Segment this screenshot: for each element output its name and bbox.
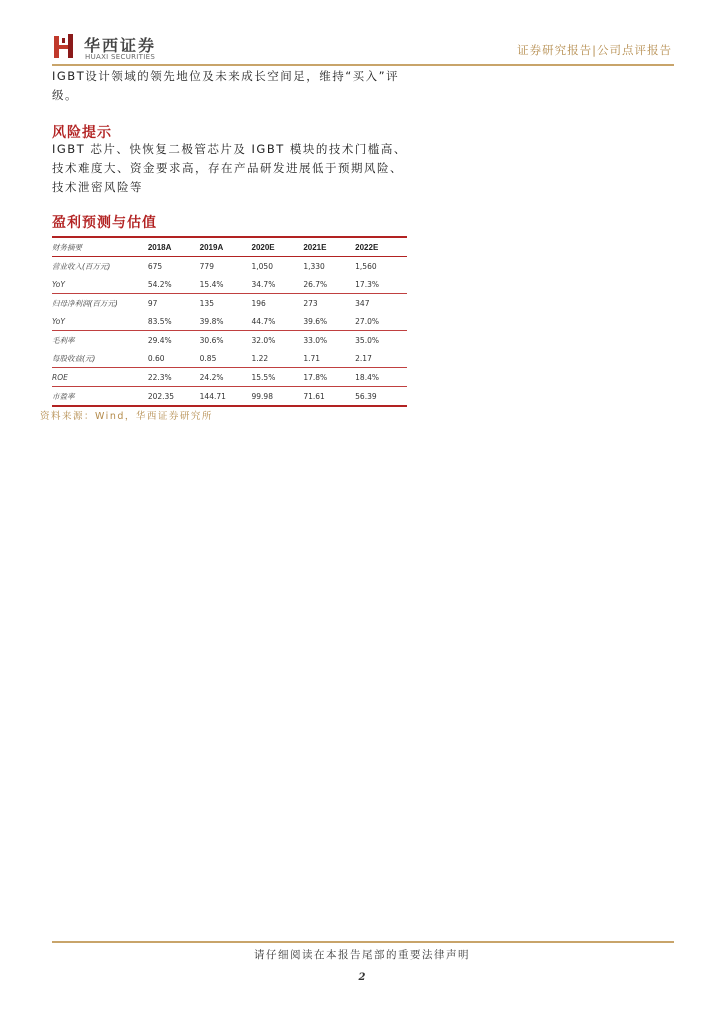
table-cell: 39.6%: [303, 316, 328, 326]
table-cell: 675: [147, 261, 163, 271]
table-row: [52, 368, 407, 387]
table-cell: 347: [355, 298, 370, 308]
legal-disclaimer: 请仔细阅读在本报告尾部的重要法律声明: [254, 949, 470, 961]
risk-section-title: 风险提示: [52, 125, 112, 141]
table-cell: 27.0%: [355, 316, 379, 326]
row-label: 归母净利润(百万元): [52, 298, 118, 308]
financial-summary-table: [52, 236, 407, 407]
table-row: [52, 294, 407, 313]
table-cell: 1.22: [251, 353, 269, 363]
row-label: 营业收入(百万元): [52, 261, 111, 271]
row-label: YoY: [52, 279, 65, 289]
table-cell: 30.6%: [199, 335, 224, 345]
risk-paragraph: IGBT 芯片、快恢复二极管芯片及 IGBT 模块的技术门槛高、技术难度大、资金要求高，存在产品研发进展低于预期风险、技术泄密风险等: [52, 142, 407, 194]
row-label: 每股收益(元): [52, 353, 96, 363]
table-header-cell: 2018A: [147, 242, 172, 252]
data-source-note: 资料来源：Wind，华西证券研究所: [40, 411, 213, 422]
table-cell: 273: [303, 298, 318, 308]
table-cell: 15.5%: [251, 372, 276, 382]
table-cell: 34.7%: [251, 279, 276, 289]
table-cell: 22.3%: [147, 372, 172, 382]
row-label: 毛利率: [52, 335, 75, 345]
row-label: 市盈率: [52, 391, 75, 401]
header-divider: [52, 64, 674, 66]
table-cell: 202.35: [147, 391, 175, 401]
table-cell: 17.8%: [303, 372, 328, 382]
table-row: [52, 349, 407, 368]
table-cell: 2.17: [355, 353, 372, 363]
table-cell: 71.61: [303, 391, 325, 401]
table-cell: 0.60: [147, 353, 165, 363]
table-header-row: [52, 237, 407, 257]
intro-paragraph: IGBT设计领域的领先地位及未来成长空间足，维持“买入”评级。: [52, 69, 400, 102]
table-cell: 56.39: [355, 391, 377, 401]
table-cell: 33.0%: [303, 335, 328, 345]
page-number: 2: [358, 972, 366, 983]
table-cell: 35.0%: [355, 335, 379, 345]
table-cell: 1,330: [303, 261, 325, 271]
table-cell: 99.98: [251, 391, 273, 401]
table-header-cell: 2020E: [251, 242, 275, 252]
table-row: [52, 257, 407, 276]
table-header-cell: 2021E: [303, 242, 327, 252]
brand-name-en: HUAXI SECURITIES: [85, 53, 156, 61]
table-header-cell: 2019A: [199, 242, 224, 252]
table-cell: 29.4%: [147, 335, 172, 345]
table-cell: 24.2%: [199, 372, 224, 382]
row-label: ROE: [52, 372, 68, 382]
table-cell: 32.0%: [251, 335, 276, 345]
table-cell: 44.7%: [251, 316, 276, 326]
table-cell: 144.71: [199, 391, 226, 401]
table-cell: 196: [251, 298, 266, 308]
table-cell: 26.7%: [303, 279, 328, 289]
table-cell: 18.4%: [355, 372, 379, 382]
table-row: [52, 312, 407, 331]
table-row: [52, 331, 407, 350]
table-cell: 1,050: [251, 261, 273, 271]
huaxi-logo-icon: [52, 32, 78, 60]
footer-divider: [52, 941, 674, 943]
table-cell: 54.2%: [147, 279, 172, 289]
table-header-cell: 财务摘要: [52, 242, 82, 252]
report-type: 证券研究报告|公司点评报告: [517, 43, 672, 57]
table-cell: 0.85: [199, 353, 217, 363]
brand-name-cn: 华西证券: [84, 36, 157, 55]
table-cell: 135: [199, 298, 214, 308]
row-label: YoY: [52, 316, 65, 326]
table-row: [52, 387, 407, 407]
table-cell: 1.71: [303, 353, 321, 363]
table-cell: 779: [199, 261, 214, 271]
table-header-cell: 2022E: [355, 242, 379, 252]
table-cell: 15.4%: [199, 279, 224, 289]
table-cell: 39.8%: [199, 316, 224, 326]
table-cell: 83.5%: [147, 316, 172, 326]
table-cell: 1,560: [355, 261, 377, 271]
table-cell: 97: [147, 298, 158, 308]
table-row: [52, 275, 407, 294]
forecast-section-title: 盈利预测与估值: [52, 215, 157, 231]
page-header: [52, 30, 674, 66]
table-cell: 17.3%: [355, 279, 379, 289]
